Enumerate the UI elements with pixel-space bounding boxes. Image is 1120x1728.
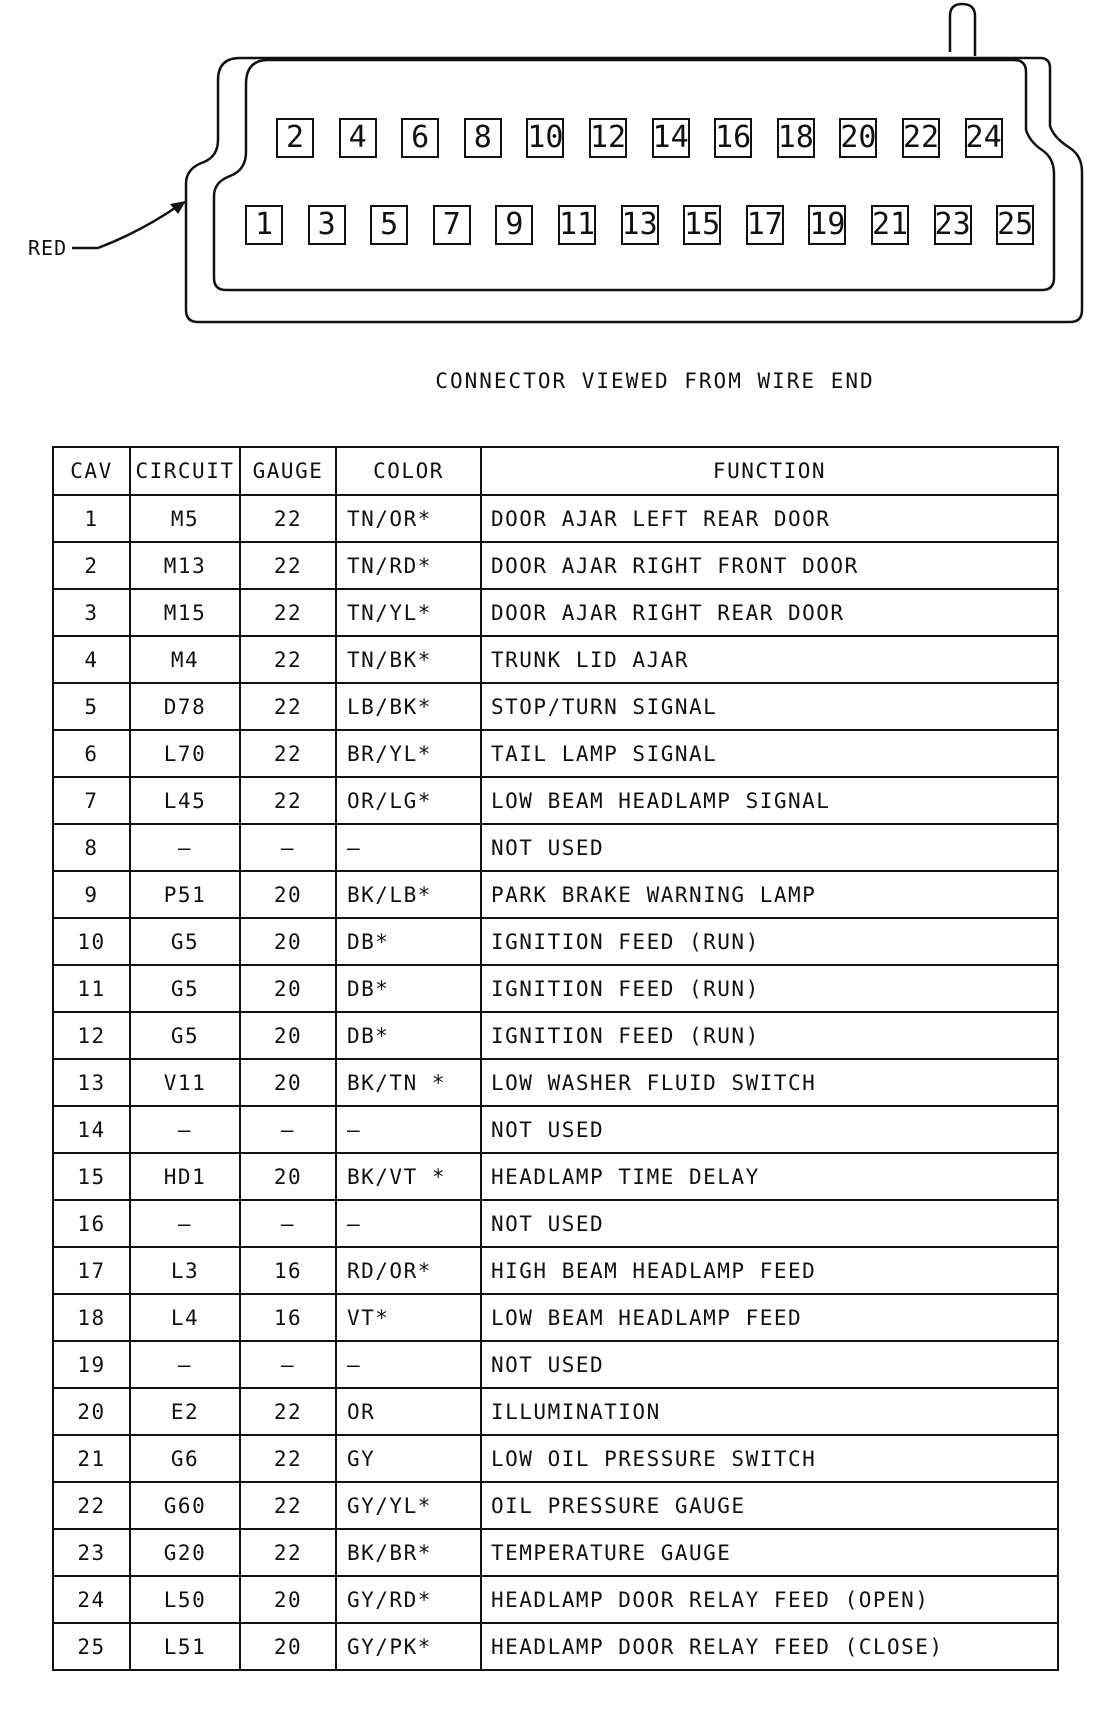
cell-function: DOOR AJAR RIGHT FRONT DOOR	[481, 542, 1058, 589]
cell-color: GY/YL*	[336, 1482, 481, 1529]
cell-circuit: L70	[130, 730, 240, 777]
cell-function: DOOR AJAR RIGHT REAR DOOR	[481, 589, 1058, 636]
cell-color: BK/VT *	[336, 1153, 481, 1200]
table-row	[53, 965, 1058, 1012]
pin-cavity: 13	[621, 205, 659, 245]
cell-cav: 2	[53, 542, 130, 589]
cell-gauge: 22	[240, 1482, 336, 1529]
header-gauge: GAUGE	[240, 447, 336, 495]
cell-circuit: E2	[130, 1388, 240, 1435]
cell-cav: 9	[53, 871, 130, 918]
pin-cavity: 9	[495, 205, 533, 245]
cell-cav: 5	[53, 683, 130, 730]
cell-gauge: 22	[240, 636, 336, 683]
cell-color: DB*	[336, 918, 481, 965]
pin-cavity: 10	[526, 118, 564, 158]
cell-cav: 14	[53, 1106, 130, 1153]
cell-circuit: G5	[130, 918, 240, 965]
cell-cav: 16	[53, 1200, 130, 1247]
cell-gauge: 20	[240, 965, 336, 1012]
table-row	[53, 1200, 1058, 1247]
cell-circuit: M15	[130, 589, 240, 636]
cell-circuit: —	[130, 1341, 240, 1388]
cell-gauge: 20	[240, 1059, 336, 1106]
table-header-row	[53, 447, 1058, 495]
cell-cav: 25	[53, 1623, 130, 1670]
cell-circuit: M13	[130, 542, 240, 589]
table-row	[53, 1059, 1058, 1106]
header-cav: CAV	[53, 447, 130, 495]
pin-cavity: 17	[746, 205, 784, 245]
header-color: COLOR	[336, 447, 481, 495]
cell-cav: 13	[53, 1059, 130, 1106]
cell-function: IGNITION FEED (RUN)	[481, 1012, 1058, 1059]
cell-cav: 18	[53, 1294, 130, 1341]
cell-circuit: G6	[130, 1435, 240, 1482]
diagram-caption: CONNECTOR VIEWED FROM WIRE END	[435, 369, 875, 393]
cell-gauge: 22	[240, 542, 336, 589]
cell-color: TN/OR*	[336, 495, 481, 542]
cell-cav: 4	[53, 636, 130, 683]
cell-gauge: 22	[240, 730, 336, 777]
table-row	[53, 495, 1058, 542]
cell-function: NOT USED	[481, 1341, 1058, 1388]
cell-function: PARK BRAKE WARNING LAMP	[481, 871, 1058, 918]
table-row	[53, 1482, 1058, 1529]
pin-cavity: 23	[934, 205, 972, 245]
cell-function: LOW BEAM HEADLAMP SIGNAL	[481, 777, 1058, 824]
cell-function: IGNITION FEED (RUN)	[481, 918, 1058, 965]
cell-function: HEADLAMP DOOR RELAY FEED (CLOSE)	[481, 1623, 1058, 1670]
cell-gauge: 22	[240, 1388, 336, 1435]
cell-circuit: M5	[130, 495, 240, 542]
pin-cavity: 4	[339, 118, 377, 158]
cell-gauge: 22	[240, 1435, 336, 1482]
cell-function: HEADLAMP TIME DELAY	[481, 1153, 1058, 1200]
pin-cavity: 20	[839, 118, 877, 158]
cell-cav: 17	[53, 1247, 130, 1294]
table-row	[53, 824, 1058, 871]
pin-cavity: 19	[808, 205, 846, 245]
table-row	[53, 777, 1058, 824]
cell-color: BK/LB*	[336, 871, 481, 918]
cell-function: ILLUMINATION	[481, 1388, 1058, 1435]
cell-cav: 6	[53, 730, 130, 777]
cell-cav: 7	[53, 777, 130, 824]
cell-color: BR/YL*	[336, 730, 481, 777]
pin-cavity: 5	[370, 205, 408, 245]
cell-circuit: P51	[130, 871, 240, 918]
cell-function: NOT USED	[481, 1106, 1058, 1153]
cell-circuit: —	[130, 1200, 240, 1247]
cell-cav: 15	[53, 1153, 130, 1200]
cell-circuit: M4	[130, 636, 240, 683]
cell-color: —	[336, 824, 481, 871]
pin-cavity: 7	[433, 205, 471, 245]
cell-cav: 1	[53, 495, 130, 542]
cell-gauge: 20	[240, 1012, 336, 1059]
cell-cav: 12	[53, 1012, 130, 1059]
cell-gauge: 20	[240, 918, 336, 965]
cell-cav: 11	[53, 965, 130, 1012]
cell-gauge: 22	[240, 589, 336, 636]
cell-function: NOT USED	[481, 824, 1058, 871]
cell-circuit: L3	[130, 1247, 240, 1294]
pin-cavity: 16	[714, 118, 752, 158]
cell-circuit: L50	[130, 1576, 240, 1623]
cell-color: LB/BK*	[336, 683, 481, 730]
pin-cavity: 15	[683, 205, 721, 245]
cell-function: HIGH BEAM HEADLAMP FEED	[481, 1247, 1058, 1294]
wire-color-label: RED	[28, 236, 68, 260]
pinout-table	[52, 446, 1059, 1671]
cell-color: TN/YL*	[336, 589, 481, 636]
cell-function: TRUNK LID AJAR	[481, 636, 1058, 683]
header-function: FUNCTION	[481, 447, 1058, 495]
cell-function: LOW BEAM HEADLAMP FEED	[481, 1294, 1058, 1341]
table-row	[53, 683, 1058, 730]
cell-color: RD/OR*	[336, 1247, 481, 1294]
cell-cav: 10	[53, 918, 130, 965]
pin-cavity: 24	[965, 118, 1003, 158]
pin-cavity: 2	[276, 118, 314, 158]
table-row	[53, 1435, 1058, 1482]
cell-color: BK/BR*	[336, 1529, 481, 1576]
cell-circuit: G5	[130, 1012, 240, 1059]
cell-function: LOW WASHER FLUID SWITCH	[481, 1059, 1058, 1106]
cell-circuit: V11	[130, 1059, 240, 1106]
cell-function: TEMPERATURE GAUGE	[481, 1529, 1058, 1576]
cell-gauge: 20	[240, 1576, 336, 1623]
table-row	[53, 1341, 1058, 1388]
pin-cavity: 21	[871, 205, 909, 245]
pin-cavity: 1	[245, 205, 283, 245]
cell-color: TN/BK*	[336, 636, 481, 683]
cell-cav: 8	[53, 824, 130, 871]
cell-function: LOW OIL PRESSURE SWITCH	[481, 1435, 1058, 1482]
cell-cav: 21	[53, 1435, 130, 1482]
table-row	[53, 871, 1058, 918]
cell-cav: 24	[53, 1576, 130, 1623]
cell-circuit: D78	[130, 683, 240, 730]
cell-circuit: L51	[130, 1623, 240, 1670]
table-row	[53, 1388, 1058, 1435]
cell-circuit: G5	[130, 965, 240, 1012]
cell-cav: 23	[53, 1529, 130, 1576]
cell-color: —	[336, 1200, 481, 1247]
cell-color: —	[336, 1341, 481, 1388]
table-row	[53, 1012, 1058, 1059]
cell-circuit: L4	[130, 1294, 240, 1341]
pin-cavity: 6	[401, 118, 439, 158]
cell-circuit: —	[130, 1106, 240, 1153]
cell-function: OIL PRESSURE GAUGE	[481, 1482, 1058, 1529]
cell-color: OR	[336, 1388, 481, 1435]
cell-gauge: 22	[240, 1529, 336, 1576]
cell-circuit: —	[130, 824, 240, 871]
cell-function: TAIL LAMP SIGNAL	[481, 730, 1058, 777]
cell-color: OR/LG*	[336, 777, 481, 824]
cell-function: DOOR AJAR LEFT REAR DOOR	[481, 495, 1058, 542]
cell-color: —	[336, 1106, 481, 1153]
connector-diagram	[0, 0, 1120, 340]
cell-gauge: —	[240, 1200, 336, 1247]
cell-color: DB*	[336, 965, 481, 1012]
table-row	[53, 730, 1058, 777]
cell-cav: 19	[53, 1341, 130, 1388]
cell-color: DB*	[336, 1012, 481, 1059]
table-row	[53, 636, 1058, 683]
cell-cav: 3	[53, 589, 130, 636]
table-row	[53, 1106, 1058, 1153]
cell-color: GY/RD*	[336, 1576, 481, 1623]
cell-circuit: G60	[130, 1482, 240, 1529]
cell-function: HEADLAMP DOOR RELAY FEED (OPEN)	[481, 1576, 1058, 1623]
cell-gauge: —	[240, 1106, 336, 1153]
pin-cavity: 3	[308, 205, 346, 245]
table-row	[53, 918, 1058, 965]
pin-cavity: 12	[589, 118, 627, 158]
table-row	[53, 542, 1058, 589]
header-circuit: CIRCUIT	[130, 447, 240, 495]
cell-color: GY/PK*	[336, 1623, 481, 1670]
table-row	[53, 1576, 1058, 1623]
cell-gauge: 22	[240, 777, 336, 824]
cell-gauge: 22	[240, 495, 336, 542]
cell-gauge: —	[240, 1341, 336, 1388]
cell-function: IGNITION FEED (RUN)	[481, 965, 1058, 1012]
table-row	[53, 589, 1058, 636]
cell-gauge: 20	[240, 1623, 336, 1670]
cell-color: GY	[336, 1435, 481, 1482]
cell-circuit: L45	[130, 777, 240, 824]
cell-cav: 20	[53, 1388, 130, 1435]
cell-cav: 22	[53, 1482, 130, 1529]
cell-circuit: HD1	[130, 1153, 240, 1200]
table-row	[53, 1153, 1058, 1200]
cell-gauge: 20	[240, 871, 336, 918]
cell-gauge: 22	[240, 683, 336, 730]
cell-color: TN/RD*	[336, 542, 481, 589]
cell-gauge: 16	[240, 1294, 336, 1341]
table-row	[53, 1529, 1058, 1576]
pin-cavity: 25	[996, 205, 1034, 245]
cell-circuit: G20	[130, 1529, 240, 1576]
pin-cavity: 14	[652, 118, 690, 158]
cell-gauge: 20	[240, 1153, 336, 1200]
connector-outline	[0, 0, 1120, 340]
pin-cavity: 8	[464, 118, 502, 158]
cell-color: BK/TN *	[336, 1059, 481, 1106]
pin-cavity: 11	[558, 205, 596, 245]
table-row	[53, 1294, 1058, 1341]
pin-cavity: 22	[902, 118, 940, 158]
cell-function: NOT USED	[481, 1200, 1058, 1247]
pin-cavity: 18	[777, 118, 815, 158]
cell-function: STOP/TURN SIGNAL	[481, 683, 1058, 730]
cell-color: VT*	[336, 1294, 481, 1341]
cell-gauge: —	[240, 824, 336, 871]
table-row	[53, 1247, 1058, 1294]
table-row	[53, 1623, 1058, 1670]
cell-gauge: 16	[240, 1247, 336, 1294]
